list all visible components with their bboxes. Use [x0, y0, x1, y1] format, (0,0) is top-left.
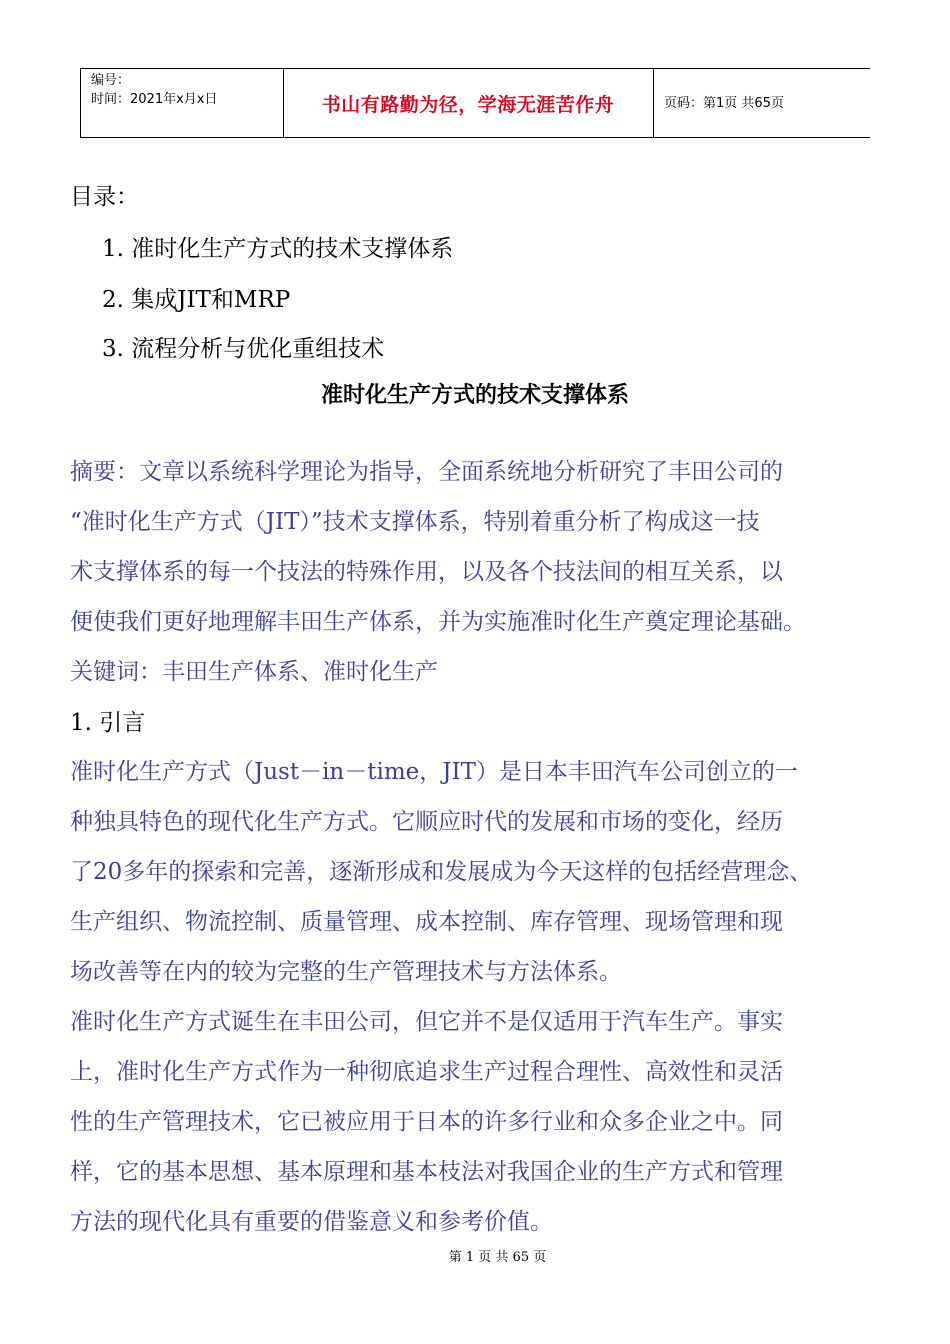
page-footer: 第 1 页 共 65 页 [448, 1250, 547, 1265]
abstract-line: 摘要：文章以系统科学理论为指导，全面系统地分析研究了丰田公司的 [70, 459, 783, 485]
header-motto-cell [283, 69, 654, 137]
paragraph-line: 种独具特色的现代化生产方式。它顺应时代的发展和市场的变化，经历 [70, 809, 783, 835]
paragraph-line: 了20多年的探索和完善，逐渐形成和发展成为今天这样的包括经营理念、 [70, 859, 813, 885]
paragraph-line: 生产组织、物流控制、质量管理、成本控制、库存管理、现场管理和现 [70, 909, 783, 935]
abstract-line: 术支撑体系的每一个技法的特殊作用，以及各个技法间的相互关系，以 [70, 559, 783, 585]
article-title: 准时化生产方式的技术支撑体系 [320, 382, 629, 408]
toc-item: 2. 集成JIT和MRP [102, 287, 291, 313]
page-header [80, 68, 870, 138]
keywords: 关键词：丰田生产体系、准时化生产 [70, 659, 438, 685]
motto: 书山有路勤为径，学海无涯苦作舟 [321, 93, 615, 116]
paragraph-line: 准时化生产方式诞生在丰田公司，但它并不是仅适用于汽车生产。事实 [70, 1009, 783, 1035]
abstract-line: 便使我们更好地理解丰田生产体系，并为实施准时化生产奠定理论基础。 [70, 609, 806, 635]
paragraph-line: 性的生产管理技术，它已被应用于日本的许多行业和众多企业之中。同 [70, 1109, 783, 1135]
section-heading: 1. 引言 [70, 710, 146, 736]
header-page-cell [654, 69, 870, 137]
paragraph-line: 样，它的基本思想、基本原理和基本枝法对我国企业的生产方式和管理 [70, 1159, 783, 1185]
paragraph-line: 上，准时化生产方式作为一种彻底追求生产过程合理性、高效性和灵活 [70, 1059, 783, 1085]
paragraph-line: 场改善等在内的较为完整的生产管理技术与方法体系。 [70, 959, 622, 985]
paragraph-line: 准时化生产方式（Just－in－time，JIT）是日本丰田汽车公司创立的一 [70, 759, 798, 785]
number-label: 编号： [91, 73, 131, 88]
toc-item: 1. 准时化生产方式的技术支撑体系 [102, 236, 454, 262]
page-info: 页码：第1页 共65页 [664, 95, 784, 111]
toc-item: 3. 流程分析与优化重组技术 [102, 336, 385, 362]
time-label: 时间：2021年x月x日 [91, 92, 218, 107]
header-meta-cell [80, 69, 284, 137]
abstract-line: “准时化生产方式（JIT）”技术支撑体系，特别着重分析了构成这一技 [70, 509, 760, 535]
toc-heading: 目录： [70, 184, 139, 210]
paragraph-line: 方法的现代化具有重要的借鉴意义和参考价值。 [70, 1209, 553, 1235]
